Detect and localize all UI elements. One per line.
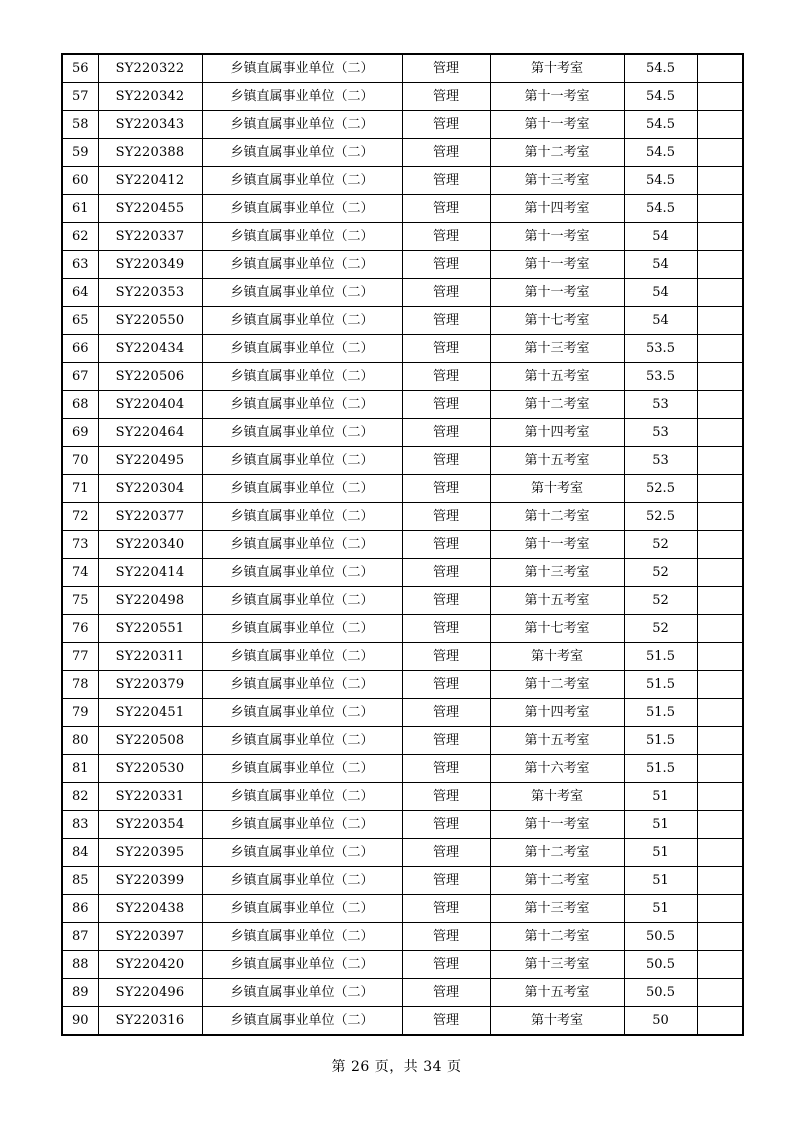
score-cell: 52 <box>624 531 697 559</box>
category-cell: 管理 <box>402 587 490 615</box>
score-cell: 54 <box>624 307 697 335</box>
results-table <box>61 53 744 1036</box>
table-row <box>62 951 743 979</box>
exam-room-cell: 第十三考室 <box>490 167 624 195</box>
category-cell: 管理 <box>402 139 490 167</box>
row-number-cell: 73 <box>62 531 98 559</box>
row-number-cell: 82 <box>62 783 98 811</box>
row-number-cell: 69 <box>62 419 98 447</box>
unit-cell: 乡镇直属事业单位（二） <box>202 167 402 195</box>
note-cell <box>697 1007 743 1036</box>
exam-room-cell: 第十一考室 <box>490 111 624 139</box>
row-number-cell: 80 <box>62 727 98 755</box>
row-number-cell: 56 <box>62 54 98 83</box>
exam-room-cell: 第十一考室 <box>490 83 624 111</box>
category-cell: 管理 <box>402 699 490 727</box>
score-cell: 51.5 <box>624 755 697 783</box>
candidate-id-cell: SY220455 <box>98 195 202 223</box>
row-number-cell: 63 <box>62 251 98 279</box>
candidate-id-cell: SY220551 <box>98 615 202 643</box>
category-cell: 管理 <box>402 503 490 531</box>
table-row <box>62 587 743 615</box>
note-cell <box>697 475 743 503</box>
unit-cell: 乡镇直属事业单位（二） <box>202 111 402 139</box>
note-cell <box>697 167 743 195</box>
category-cell: 管理 <box>402 923 490 951</box>
category-cell: 管理 <box>402 979 490 1007</box>
score-cell: 52 <box>624 587 697 615</box>
unit-cell: 乡镇直属事业单位（二） <box>202 307 402 335</box>
score-cell: 52 <box>624 615 697 643</box>
exam-room-cell: 第十四考室 <box>490 419 624 447</box>
score-cell: 53 <box>624 447 697 475</box>
candidate-id-cell: SY220316 <box>98 1007 202 1036</box>
candidate-id-cell: SY220337 <box>98 223 202 251</box>
row-number-cell: 62 <box>62 223 98 251</box>
results-table-body <box>62 54 743 1035</box>
category-cell: 管理 <box>402 223 490 251</box>
note-cell <box>697 755 743 783</box>
exam-room-cell: 第十考室 <box>490 475 624 503</box>
unit-cell: 乡镇直属事业单位（二） <box>202 867 402 895</box>
unit-cell: 乡镇直属事业单位（二） <box>202 615 402 643</box>
table-row <box>62 307 743 335</box>
note-cell <box>697 531 743 559</box>
candidate-id-cell: SY220342 <box>98 83 202 111</box>
row-number-cell: 77 <box>62 643 98 671</box>
category-cell: 管理 <box>402 391 490 419</box>
page-number-footer: 第 26 页，共 34 页 <box>331 1059 462 1075</box>
table-row <box>62 895 743 923</box>
note-cell <box>697 139 743 167</box>
row-number-cell: 81 <box>62 755 98 783</box>
score-cell: 51 <box>624 867 697 895</box>
unit-cell: 乡镇直属事业单位（二） <box>202 755 402 783</box>
row-number-cell: 86 <box>62 895 98 923</box>
row-number-cell: 89 <box>62 979 98 1007</box>
category-cell: 管理 <box>402 307 490 335</box>
exam-room-cell: 第十四考室 <box>490 195 624 223</box>
score-cell: 51.5 <box>624 699 697 727</box>
category-cell: 管理 <box>402 363 490 391</box>
candidate-id-cell: SY220311 <box>98 643 202 671</box>
score-cell: 50.5 <box>624 923 697 951</box>
unit-cell: 乡镇直属事业单位（二） <box>202 223 402 251</box>
candidate-id-cell: SY220414 <box>98 559 202 587</box>
score-cell: 54 <box>624 279 697 307</box>
unit-cell: 乡镇直属事业单位（二） <box>202 139 402 167</box>
table-row <box>62 475 743 503</box>
note-cell <box>697 447 743 475</box>
score-cell: 52 <box>624 559 697 587</box>
unit-cell: 乡镇直属事业单位（二） <box>202 503 402 531</box>
unit-cell: 乡镇直属事业单位（二） <box>202 839 402 867</box>
score-cell: 54.5 <box>624 167 697 195</box>
candidate-id-cell: SY220530 <box>98 755 202 783</box>
table-row <box>62 447 743 475</box>
exam-room-cell: 第十二考室 <box>490 867 624 895</box>
exam-room-cell: 第十一考室 <box>490 251 624 279</box>
candidate-id-cell: SY220438 <box>98 895 202 923</box>
note-cell <box>697 223 743 251</box>
candidate-id-cell: SY220388 <box>98 139 202 167</box>
row-number-cell: 88 <box>62 951 98 979</box>
category-cell: 管理 <box>402 671 490 699</box>
note-cell <box>697 307 743 335</box>
row-number-cell: 72 <box>62 503 98 531</box>
unit-cell: 乡镇直属事业单位（二） <box>202 279 402 307</box>
row-number-cell: 67 <box>62 363 98 391</box>
row-number-cell: 75 <box>62 587 98 615</box>
note-cell <box>697 643 743 671</box>
category-cell: 管理 <box>402 727 490 755</box>
row-number-cell: 68 <box>62 391 98 419</box>
table-row <box>62 643 743 671</box>
note-cell <box>697 811 743 839</box>
row-number-cell: 60 <box>62 167 98 195</box>
row-number-cell: 76 <box>62 615 98 643</box>
candidate-id-cell: SY220550 <box>98 307 202 335</box>
unit-cell: 乡镇直属事业单位（二） <box>202 979 402 1007</box>
category-cell: 管理 <box>402 419 490 447</box>
table-row <box>62 83 743 111</box>
note-cell <box>697 671 743 699</box>
table-row <box>62 531 743 559</box>
unit-cell: 乡镇直属事业单位（二） <box>202 587 402 615</box>
category-cell: 管理 <box>402 335 490 363</box>
candidate-id-cell: SY220451 <box>98 699 202 727</box>
unit-cell: 乡镇直属事业单位（二） <box>202 475 402 503</box>
row-number-cell: 90 <box>62 1007 98 1036</box>
category-cell: 管理 <box>402 279 490 307</box>
note-cell <box>697 503 743 531</box>
note-cell <box>697 727 743 755</box>
table-row <box>62 279 743 307</box>
note-cell <box>697 335 743 363</box>
unit-cell: 乡镇直属事业单位（二） <box>202 783 402 811</box>
unit-cell: 乡镇直属事业单位（二） <box>202 447 402 475</box>
score-cell: 54.5 <box>624 111 697 139</box>
note-cell <box>697 391 743 419</box>
table-row <box>62 335 743 363</box>
exam-room-cell: 第十三考室 <box>490 951 624 979</box>
row-number-cell: 57 <box>62 83 98 111</box>
row-number-cell: 84 <box>62 839 98 867</box>
candidate-id-cell: SY220353 <box>98 279 202 307</box>
category-cell: 管理 <box>402 167 490 195</box>
score-cell: 54.5 <box>624 83 697 111</box>
exam-room-cell: 第十五考室 <box>490 363 624 391</box>
note-cell <box>697 839 743 867</box>
table-row <box>62 671 743 699</box>
table-row <box>62 783 743 811</box>
category-cell: 管理 <box>402 867 490 895</box>
category-cell: 管理 <box>402 895 490 923</box>
note-cell <box>697 587 743 615</box>
note-cell <box>697 895 743 923</box>
exam-room-cell: 第十四考室 <box>490 699 624 727</box>
score-cell: 54 <box>624 251 697 279</box>
row-number-cell: 71 <box>62 475 98 503</box>
table-row <box>62 979 743 1007</box>
category-cell: 管理 <box>402 447 490 475</box>
row-number-cell: 64 <box>62 279 98 307</box>
category-cell: 管理 <box>402 643 490 671</box>
row-number-cell: 61 <box>62 195 98 223</box>
score-cell: 54.5 <box>624 54 697 83</box>
exam-room-cell: 第十考室 <box>490 643 624 671</box>
exam-room-cell: 第十一考室 <box>490 223 624 251</box>
exam-room-cell: 第十五考室 <box>490 979 624 1007</box>
table-row <box>62 363 743 391</box>
category-cell: 管理 <box>402 783 490 811</box>
table-row <box>62 839 743 867</box>
candidate-id-cell: SY220304 <box>98 475 202 503</box>
exam-room-cell: 第十三考室 <box>490 895 624 923</box>
exam-room-cell: 第十考室 <box>490 54 624 83</box>
category-cell: 管理 <box>402 475 490 503</box>
candidate-id-cell: SY220379 <box>98 671 202 699</box>
category-cell: 管理 <box>402 951 490 979</box>
unit-cell: 乡镇直属事业单位（二） <box>202 195 402 223</box>
candidate-id-cell: SY220322 <box>98 54 202 83</box>
note-cell <box>697 363 743 391</box>
exam-room-cell: 第十二考室 <box>490 839 624 867</box>
score-cell: 51 <box>624 783 697 811</box>
score-cell: 51.5 <box>624 727 697 755</box>
row-number-cell: 58 <box>62 111 98 139</box>
unit-cell: 乡镇直属事业单位（二） <box>202 335 402 363</box>
exam-room-cell: 第十二考室 <box>490 923 624 951</box>
unit-cell: 乡镇直属事业单位（二） <box>202 83 402 111</box>
candidate-id-cell: SY220354 <box>98 811 202 839</box>
candidate-id-cell: SY220434 <box>98 335 202 363</box>
score-cell: 54 <box>624 223 697 251</box>
table-row <box>62 811 743 839</box>
category-cell: 管理 <box>402 839 490 867</box>
candidate-id-cell: SY220340 <box>98 531 202 559</box>
unit-cell: 乡镇直属事业单位（二） <box>202 251 402 279</box>
table-row <box>62 503 743 531</box>
exam-room-cell: 第十七考室 <box>490 307 624 335</box>
candidate-id-cell: SY220397 <box>98 923 202 951</box>
score-cell: 51.5 <box>624 643 697 671</box>
row-number-cell: 87 <box>62 923 98 951</box>
candidate-id-cell: SY220343 <box>98 111 202 139</box>
unit-cell: 乡镇直属事业单位（二） <box>202 419 402 447</box>
note-cell <box>697 83 743 111</box>
row-number-cell: 78 <box>62 671 98 699</box>
candidate-id-cell: SY220377 <box>98 503 202 531</box>
candidate-id-cell: SY220508 <box>98 727 202 755</box>
table-row <box>62 223 743 251</box>
unit-cell: 乡镇直属事业单位（二） <box>202 391 402 419</box>
exam-room-cell: 第十七考室 <box>490 615 624 643</box>
exam-room-cell: 第十二考室 <box>490 139 624 167</box>
table-row <box>62 867 743 895</box>
category-cell: 管理 <box>402 1007 490 1036</box>
score-cell: 50.5 <box>624 979 697 1007</box>
table-row <box>62 167 743 195</box>
score-cell: 54.5 <box>624 139 697 167</box>
category-cell: 管理 <box>402 531 490 559</box>
exam-room-cell: 第十六考室 <box>490 755 624 783</box>
score-cell: 53 <box>624 391 697 419</box>
exam-room-cell: 第十二考室 <box>490 391 624 419</box>
row-number-cell: 70 <box>62 447 98 475</box>
row-number-cell: 79 <box>62 699 98 727</box>
table-row <box>62 419 743 447</box>
note-cell <box>697 279 743 307</box>
table-row <box>62 251 743 279</box>
table-row <box>62 111 743 139</box>
table-row <box>62 54 743 83</box>
table-row <box>62 699 743 727</box>
note-cell <box>697 559 743 587</box>
row-number-cell: 59 <box>62 139 98 167</box>
note-cell <box>697 419 743 447</box>
exam-room-cell: 第十五考室 <box>490 727 624 755</box>
category-cell: 管理 <box>402 83 490 111</box>
table-row <box>62 559 743 587</box>
note-cell <box>697 251 743 279</box>
note-cell <box>697 783 743 811</box>
score-cell: 50 <box>624 1007 697 1036</box>
note-cell <box>697 923 743 951</box>
candidate-id-cell: SY220496 <box>98 979 202 1007</box>
table-row <box>62 755 743 783</box>
score-cell: 54.5 <box>624 195 697 223</box>
table-row <box>62 391 743 419</box>
table-row <box>62 727 743 755</box>
table-row <box>62 923 743 951</box>
score-cell: 51 <box>624 839 697 867</box>
exam-room-cell: 第十一考室 <box>490 531 624 559</box>
note-cell <box>697 111 743 139</box>
unit-cell: 乡镇直属事业单位（二） <box>202 699 402 727</box>
note-cell <box>697 699 743 727</box>
score-cell: 52.5 <box>624 475 697 503</box>
candidate-id-cell: SY220498 <box>98 587 202 615</box>
unit-cell: 乡镇直属事业单位（二） <box>202 811 402 839</box>
table-row <box>62 615 743 643</box>
exam-room-cell: 第十考室 <box>490 1007 624 1036</box>
unit-cell: 乡镇直属事业单位（二） <box>202 54 402 83</box>
candidate-id-cell: SY220399 <box>98 867 202 895</box>
row-number-cell: 74 <box>62 559 98 587</box>
note-cell <box>697 951 743 979</box>
exam-room-cell: 第十一考室 <box>490 811 624 839</box>
unit-cell: 乡镇直属事业单位（二） <box>202 363 402 391</box>
score-cell: 51.5 <box>624 671 697 699</box>
row-number-cell: 85 <box>62 867 98 895</box>
category-cell: 管理 <box>402 615 490 643</box>
note-cell <box>697 979 743 1007</box>
table-row <box>62 139 743 167</box>
note-cell <box>697 867 743 895</box>
row-number-cell: 83 <box>62 811 98 839</box>
unit-cell: 乡镇直属事业单位（二） <box>202 559 402 587</box>
unit-cell: 乡镇直属事业单位（二） <box>202 727 402 755</box>
score-cell: 52.5 <box>624 503 697 531</box>
category-cell: 管理 <box>402 195 490 223</box>
score-cell: 51 <box>624 811 697 839</box>
candidate-id-cell: SY220495 <box>98 447 202 475</box>
category-cell: 管理 <box>402 111 490 139</box>
candidate-id-cell: SY220464 <box>98 419 202 447</box>
row-number-cell: 66 <box>62 335 98 363</box>
exam-room-cell: 第十二考室 <box>490 503 624 531</box>
unit-cell: 乡镇直属事业单位（二） <box>202 1007 402 1036</box>
note-cell <box>697 615 743 643</box>
category-cell: 管理 <box>402 54 490 83</box>
unit-cell: 乡镇直属事业单位（二） <box>202 671 402 699</box>
exam-room-cell: 第十三考室 <box>490 559 624 587</box>
unit-cell: 乡镇直属事业单位（二） <box>202 643 402 671</box>
note-cell <box>697 54 743 83</box>
table-row <box>62 1007 743 1036</box>
exam-room-cell: 第十五考室 <box>490 587 624 615</box>
candidate-id-cell: SY220420 <box>98 951 202 979</box>
unit-cell: 乡镇直属事业单位（二） <box>202 923 402 951</box>
score-cell: 50.5 <box>624 951 697 979</box>
note-cell <box>697 195 743 223</box>
category-cell: 管理 <box>402 251 490 279</box>
candidate-id-cell: SY220395 <box>98 839 202 867</box>
score-cell: 53.5 <box>624 335 697 363</box>
score-cell: 51 <box>624 895 697 923</box>
exam-room-cell: 第十五考室 <box>490 447 624 475</box>
candidate-id-cell: SY220331 <box>98 783 202 811</box>
exam-room-cell: 第十二考室 <box>490 671 624 699</box>
table-row <box>62 195 743 223</box>
exam-room-cell: 第十一考室 <box>490 279 624 307</box>
candidate-id-cell: SY220404 <box>98 391 202 419</box>
candidate-id-cell: SY220506 <box>98 363 202 391</box>
score-cell: 53.5 <box>624 363 697 391</box>
unit-cell: 乡镇直属事业单位（二） <box>202 895 402 923</box>
category-cell: 管理 <box>402 559 490 587</box>
score-cell: 53 <box>624 419 697 447</box>
candidate-id-cell: SY220412 <box>98 167 202 195</box>
exam-room-cell: 第十三考室 <box>490 335 624 363</box>
unit-cell: 乡镇直属事业单位（二） <box>202 531 402 559</box>
unit-cell: 乡镇直属事业单位（二） <box>202 951 402 979</box>
category-cell: 管理 <box>402 755 490 783</box>
candidate-id-cell: SY220349 <box>98 251 202 279</box>
exam-room-cell: 第十考室 <box>490 783 624 811</box>
category-cell: 管理 <box>402 811 490 839</box>
row-number-cell: 65 <box>62 307 98 335</box>
